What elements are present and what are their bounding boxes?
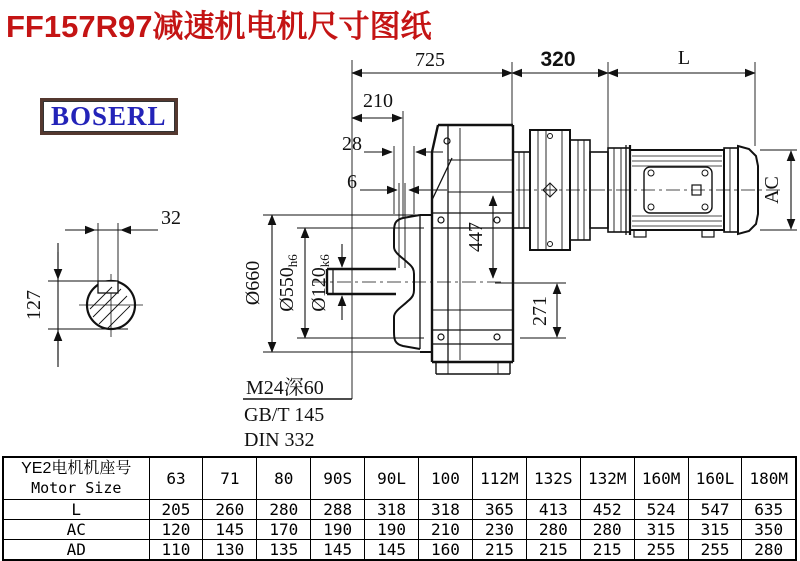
row-label: AC: [3, 520, 149, 540]
table-cell: 255: [634, 540, 688, 561]
dim-550-label: [276, 254, 300, 312]
dim-28-label: 28: [342, 133, 362, 155]
gearbox-body: [432, 125, 513, 374]
thread-notes: [243, 376, 352, 451]
dim-320-label: 320: [540, 48, 576, 71]
size-header: 90L: [365, 457, 419, 500]
size-header: 160L: [688, 457, 742, 500]
dim-120-main: Ø120: [308, 267, 330, 312]
dim-447-label: 447: [465, 222, 487, 252]
motor-size-header-cn: YE2电机机座号: [21, 460, 132, 478]
table-cell: 260: [203, 500, 257, 520]
dim-127-label: 127: [23, 290, 45, 320]
table-cell: 547: [688, 500, 742, 520]
din-note: DIN 332: [244, 429, 315, 451]
table-cell: 365: [472, 500, 526, 520]
size-header: 180M: [742, 457, 796, 500]
table-cell: 280: [742, 540, 796, 561]
table-cell: 215: [472, 540, 526, 561]
table-cell: 130: [203, 540, 257, 561]
size-header: 90S: [311, 457, 365, 500]
motor-size-header: [3, 457, 149, 500]
table-cell: 135: [257, 540, 311, 561]
dim-ac: [760, 150, 797, 230]
table-cell: 170: [257, 520, 311, 540]
table-cell: 210: [419, 520, 473, 540]
dim-6-label: 6: [347, 171, 357, 193]
table-cell: 120: [149, 520, 203, 540]
table-cell: 280: [580, 520, 634, 540]
table-cell: 230: [472, 520, 526, 540]
flange-bell: [394, 215, 432, 352]
size-header: 132M: [580, 457, 634, 500]
dim-550-main: Ø550: [276, 267, 298, 312]
table-cell: 318: [419, 500, 473, 520]
dim-210-label: 210: [363, 90, 393, 112]
table-cell: 145: [311, 540, 365, 561]
dim-725-label: 725: [415, 49, 445, 71]
boserl-logo-text: BOSERL: [51, 101, 167, 131]
table-cell: 288: [311, 500, 365, 520]
table-cell: 635: [742, 500, 796, 520]
table-cell: 452: [580, 500, 634, 520]
table-cell: 315: [634, 520, 688, 540]
table-cell: 413: [526, 500, 580, 520]
table-cell: 255: [688, 540, 742, 561]
table-cell: 190: [365, 520, 419, 540]
dim-660-label: Ø660: [242, 260, 264, 306]
tap-note: M24深60: [246, 377, 324, 399]
table-cell: 160: [419, 540, 473, 561]
table-cell: 110: [149, 540, 203, 561]
table-cell: 350: [742, 520, 796, 540]
table-row: [3, 500, 796, 520]
table-cell: 145: [365, 540, 419, 561]
row-label: AD: [3, 540, 149, 561]
table-cell: 315: [688, 520, 742, 540]
table-cell: 145: [203, 520, 257, 540]
gb-note: GB/T 145: [244, 404, 325, 426]
page-title: FF157R97减速机电机尺寸图纸: [6, 9, 432, 44]
size-header: 80: [257, 457, 311, 500]
motor-size-table: [2, 456, 797, 561]
size-header: 71: [203, 457, 257, 500]
size-header: 112M: [472, 457, 526, 500]
table-cell: 215: [580, 540, 634, 561]
table-cell: 318: [365, 500, 419, 520]
size-header: 63: [149, 457, 203, 500]
table-header-row: [3, 457, 796, 500]
shaft-section-detail: [23, 207, 181, 367]
motor-size-header-en: Motor Size: [31, 479, 122, 498]
dim-32-label: 32: [161, 207, 181, 229]
dim-120-label: [308, 254, 332, 312]
table-cell: 280: [526, 520, 580, 540]
dim-271-label: 271: [529, 296, 551, 326]
size-header: 160M: [634, 457, 688, 500]
dim-120-suffix: k6: [317, 254, 332, 268]
table-cell: 280: [257, 500, 311, 520]
table-cell: 524: [634, 500, 688, 520]
table-cell: 215: [526, 540, 580, 561]
dim-550-suffix: h6: [285, 254, 300, 268]
output-shaft: [312, 269, 505, 294]
row-label: L: [3, 500, 149, 520]
table-row: [3, 540, 796, 561]
size-header: 132S: [526, 457, 580, 500]
table-cell: 205: [149, 500, 203, 520]
table-cell: 190: [311, 520, 365, 540]
table-row: [3, 520, 796, 540]
dim-ac-label: AC: [761, 176, 783, 204]
size-header: 100: [419, 457, 473, 500]
dim-L-label: L: [677, 47, 691, 69]
